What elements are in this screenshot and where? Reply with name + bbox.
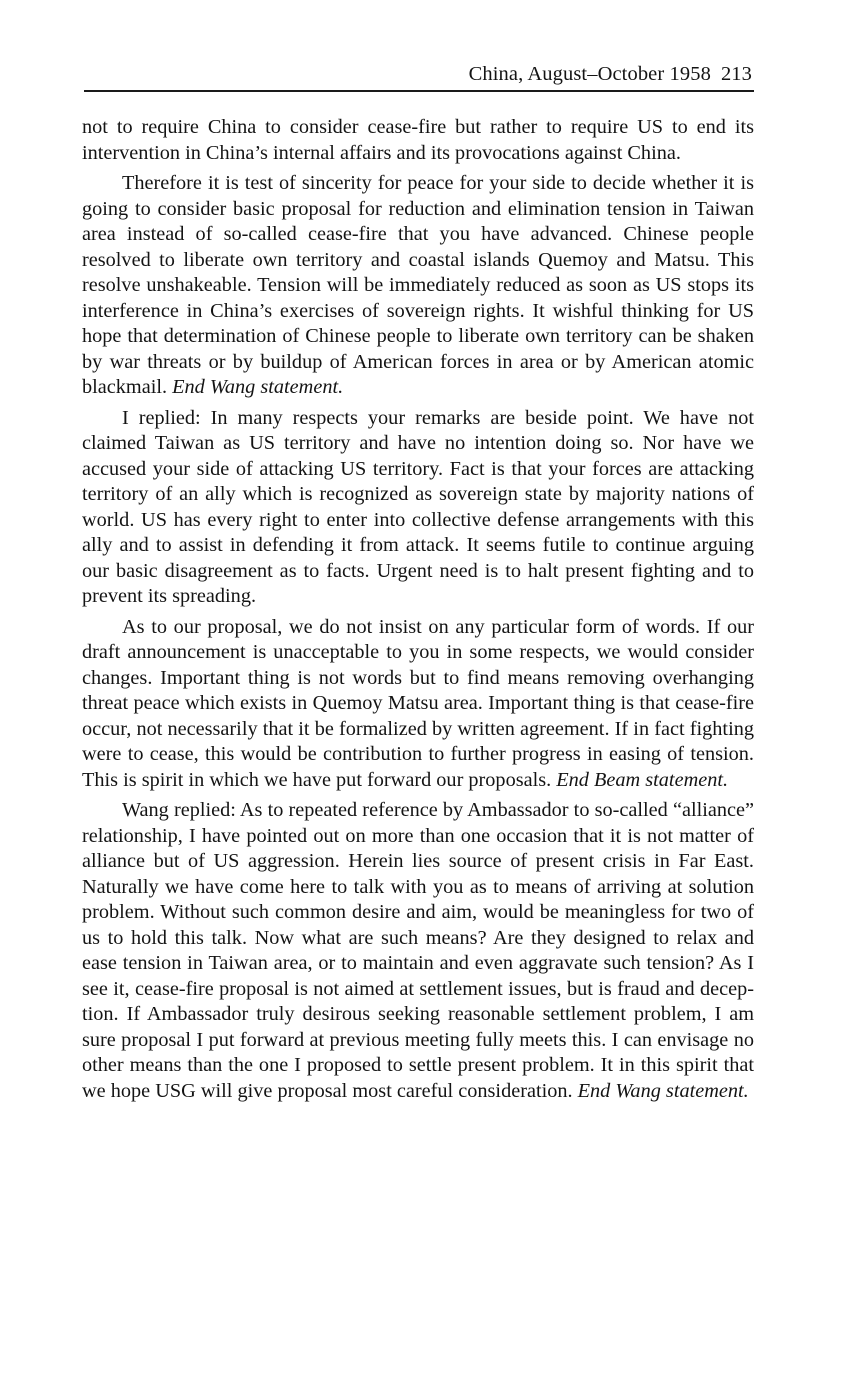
statement-end-marker: End Beam statement. [556, 768, 729, 791]
paragraph-text: Wang replied: As to repeated reference by Ambassador to so-called “alliance” relationship, I have pointed out on more than one occasion that it is not matter of alliance but of US aggression. Herein lies source of present crisis in Far East. Naturally we have come here to talk with you as to means of arriving at solution problem. Without such common desire and aim, would be meaningless for two of us to hold this talk. Now what are such means? Are they designed to relax and ease tension in Taiwan area, or to maintain and even aggravate such tension? As I see it, cease-fire proposal is not aimed at settlement issues, but is fraud and deception. If Ambassador truly desirous seeking reasonable settlement problem, I am sure proposal I put forward at previous meeting fully meets this. I can envisage no other means than the one I proposed to settle present problem. It in this spirit that we hope USG will give proposal most careful consideration. [82, 799, 754, 1102]
paragraph-text: not to require China to consider cease-fire but rather to require US to end its intervention in China’s internal affairs and its provocations against China. [82, 116, 754, 164]
paragraph-continuation [82, 115, 754, 166]
paragraph-wang-statement-1 [82, 171, 754, 401]
paragraph-text: As to our proposal, we do not insist on any particular form of words. If our draft announcement is unacceptable to you in some respects, we would consider changes. Important thing is not words but to find means removing overhanging threat peace which exists in Quemoy Matsu area. Important thing is that cease-fire occur, not necessarily that it be formalized by written agreement. If in fact fighting were to cease, this would be contribution to further progress in easing of tension. This is spirit in which we have put forward our proposals. [82, 615, 754, 791]
running-head [84, 62, 754, 92]
statement-end-marker: End Wang statement. [172, 376, 344, 398]
paragraph-text: Therefore it is test of sincerity for peace for your side to decide whether it is going to consider basic proposal for reduction and elimination tension in Taiwan area instead of so-called cease-fire that you have advanced. Chinese people resolved to liberate own territory and coastal islands Quemoy and Matsu. This resolve unshakeable. Tension will be immediately reduced as soon as US stops its interference in China’s exercises of sovereign rights. It wishful thinking for US hope that determination of Chinese people to liberate own territory can be shaken by war threats or by buildup of American forces in area or by American atomic blackmail. [82, 172, 754, 398]
statement-end-marker: End Wang statement. [577, 1079, 749, 1102]
paragraph-beam-reply [82, 406, 754, 610]
page-number: 213 [720, 63, 752, 85]
paragraph-beam-proposal [82, 615, 754, 794]
paragraph-text: I replied: In many respects your remarks are beside point. We have not claimed Taiwan as US territory and have no intention doing so. Nor have we accused your side of attacking US territory. Fact is that your forces are attacking territory of an ally which is recognized as sovereign state by majority nations of world. US has every right to enter into collective defense arrangements with this ally and to assist in defending it from attack. It seems futile to continue arguing our basic disagreement as to facts. Urgent need is to halt present fighting and to prevent its spreading. [82, 406, 754, 607]
running-head-text [469, 63, 752, 86]
running-head-title: China, August–October 1958 [468, 63, 711, 85]
body-text [82, 115, 754, 1104]
paragraph-wang-reply [82, 798, 754, 1104]
